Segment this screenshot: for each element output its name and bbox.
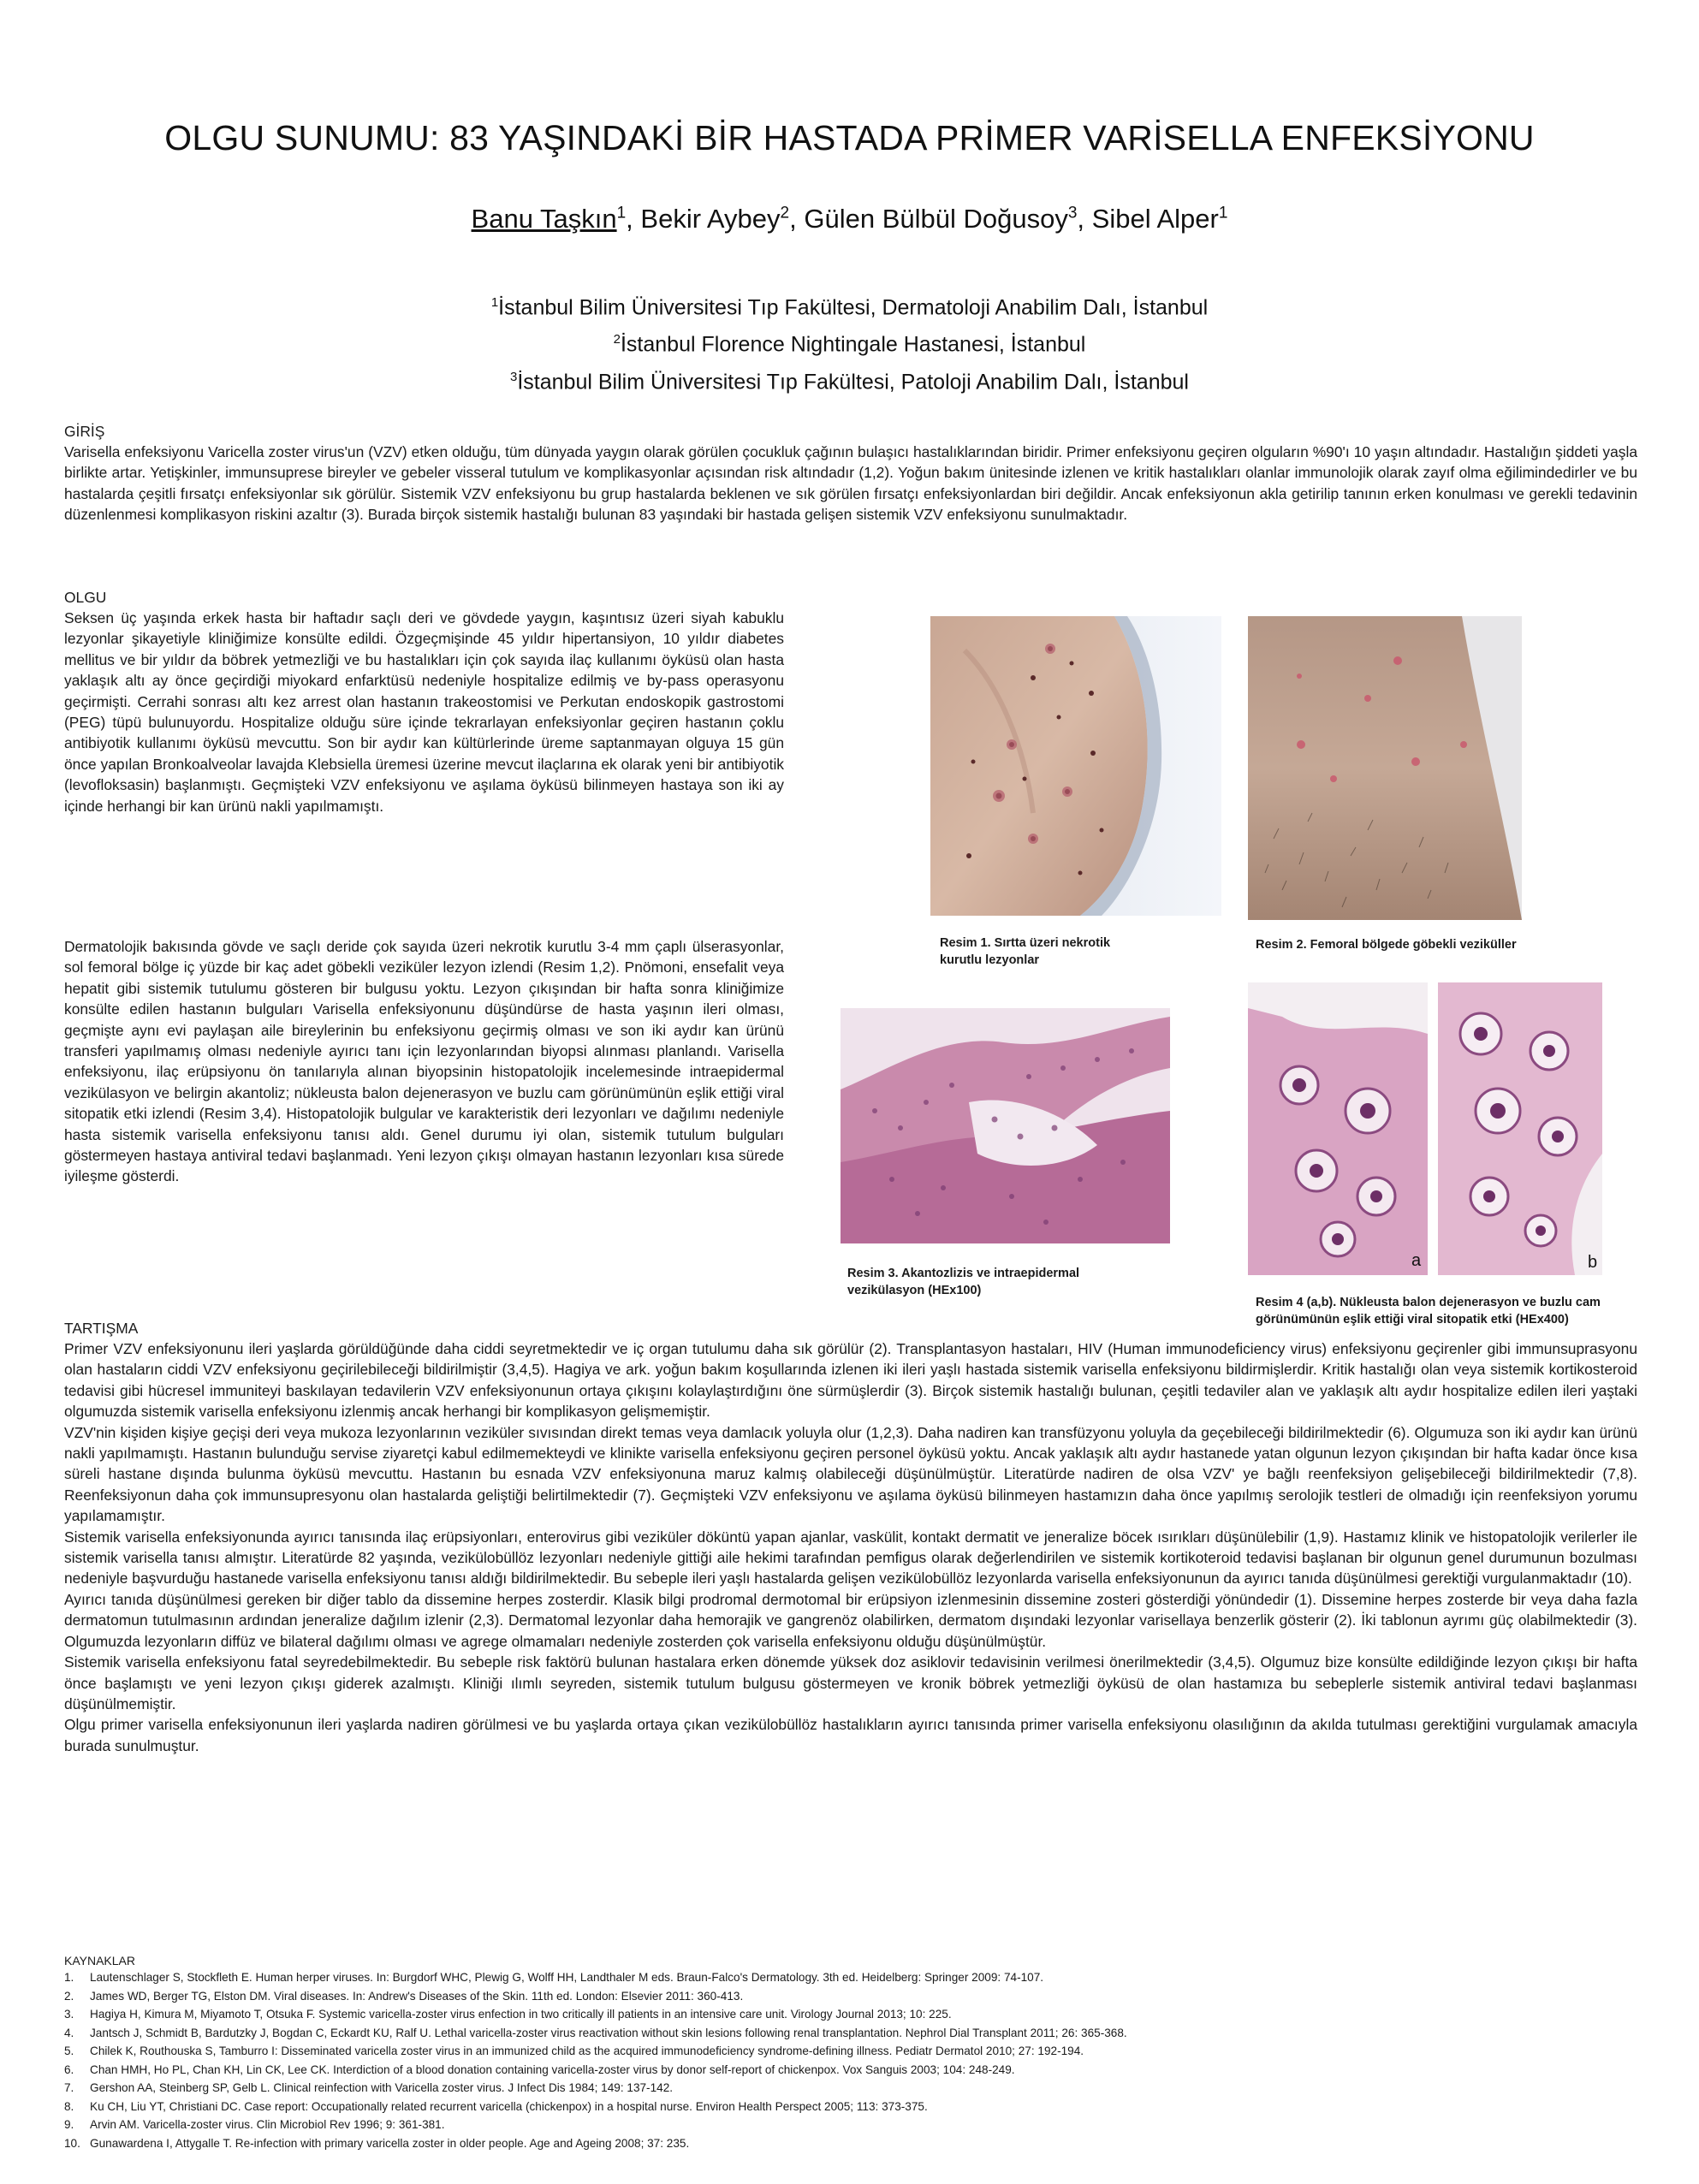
reference-item: 1. Lautenschlager S, Stockfleth E. Human herper viruses. In: Burgdorf WHC, Plewig G, Wolff HH, Landthaler M eds. Braun-Falco's Dermatology. 3th ed. Heidelberg: Springer 2009: 74-107.	[64, 1971, 1044, 1984]
figure-2-caption: Resim 2. Femoral bölgede göbekli veziküller	[1256, 938, 1517, 952]
reference-item: 8. Ku CH, Liu YT, Christiani DC. Case report: Occupationally related recurrent varicella (chickenpox) in a hospital nurse. Environ Health Perspect 2005; 113: 373-375.	[64, 2099, 928, 2113]
author-name: Banu Taşkın	[471, 204, 617, 234]
affiliation-line	[0, 287, 1699, 323]
affiliation-number: 3	[510, 369, 518, 384]
poster-title: OLGU SUNUMU: 83 YAŞINDAKİ BİR HASTADA PRİMER VARİSELLA ENFEKSİYONU	[164, 118, 1535, 157]
author-affiliation-number: 3	[1067, 204, 1078, 223]
affiliation-text: İstanbul Bilim Üniversitesi Tıp Fakültesi, Patoloji Anabilim Dalı, İstanbul	[517, 369, 1189, 394]
figure-4a-micrograph	[1248, 982, 1428, 1275]
tartisma-paragraph: Primer VZV enfeksiyonunu ileri yaşlarda görüldüğünde daha ciddi seyretmektedir ve iç organ tutulumu daha sık görülür (2). Transplantasyon hastaları, HIV (Human immunodeficiency virus) enfeksiyonu geçirenler gibi immunsuprasyonu olan hastaların ciddi VZV enfeksiyonu geçirilebileceği bildirilmiştir (3,4,5). Hagiya ve ark. yoğun bakım koşullarında izlenen iki ileri yaşlı hastada sistemik varisella enfeksiyonu bildirmişlerdir. Kritik hastalığı olan veya sistemik kortikosteroid tedavisi gibi hücresel immuniteyi baskılayan tedavilerin VZV enfeksiyonunun ortaya çıkışını kolaylaştırdığını öne sürmüşlerdir (3). Birçok sistemik hastalığı bulunan, çeşitli tedaviler alan ve yaklaşık altı aydır hospitalize edilen ileri yaştaki olgumuzda sistemik varisella enfeksiyonu izlenmiş ancak herhangi bir komplikasyon gelişmemiştir.	[64, 1340, 1637, 1421]
reference-item: 4. Jantsch J, Schmidt B, Bardutzky J, Bogdan C, Eckardt KU, Ralf U. Lethal varicella-zoster virus reactivation without skin lesions following renal transplantation. Nephrol Dial Transplant 2011; 26: 365-368.	[64, 2026, 1127, 2039]
figure-1-photo	[930, 616, 1221, 916]
tartisma-paragraph: Sistemik varisella enfeksiyonunda ayırıcı tanısında ilaç erüpsiyonları, enterovirus gibi veziküler döküntü yapan ajanlar, vaskülit, kontakt dermatit ve jeneralize böcek ısırıkları düşünülebilir (1,9). Hastamız klinik ve histopatolojik verilerler ile sistemik varisella tanısı almıştır. Literatürde 82 yaşında, vezikülobüllöz lezyonları nedeniyle gittiği aile hekimi tarafından pemfigus olarak değerlendirilen ve sistemik kortikoteroid tedavisi başlanan bir olgunun genel durumunun bozulması nedeniyle başvurduğu hastanede varisella enfeksiyonu tanısı aldığı bildirilmektedir. Bu sebeple ileri yaşlı hastalarda gelişen vezikülobüllöz lezyonlarda varisella enfeksiyonunun da ayırıcı tanıda düşünülmesi gerektiği vurgulanmaktadır (10).	[64, 1528, 1637, 1588]
section-text-tartisma	[64, 1338, 1637, 1756]
reference-item: 7. Gershon AA, Steinberg SP, Gelb L. Clinical reinfection with Varicella zoster virus. J Infect Dis 1984; 149: 137-142.	[64, 2081, 674, 2094]
author-list: Banu Taşkın$^1$, Bekir Aybey$^2$, Gülen Bülbül Doğusoy$^3$, Sibel Alper$^1$	[471, 204, 1228, 234]
author-name: Gülen Bülbül Doğusoy	[804, 204, 1068, 234]
section-heading-giris: GİRİŞ	[64, 423, 105, 440]
affiliation-list	[0, 287, 1699, 398]
figure-4b-micrograph	[1438, 982, 1602, 1275]
figure-4b-label: b	[1588, 1253, 1598, 1272]
affiliation-line	[0, 361, 1699, 398]
figure-1-caption: Resim 1. Sırtta üzeri nekrotik kurutlu lezyonlar	[940, 936, 1111, 967]
section-text-olgu-paragraph-1: Seksen üç yaşında erkek hasta bir haftadır saçlı deri ve gövdede yaygın, kaşıntısız üzeri siyah kabuklu lezyonlar şikayetiyle kliniğimize konsülte edildi. Özgeçmişinde 45 yıldır hipertansiyon, 10 yıldır diabetes mellitus ve bir yıldır da böbrek yetmezliği ve bu hastalıkları için çok sayıda ilaç kullanımı öyküsü olan hasta yaklaşık altı ay önce geçirdiği miyokard enfarktüsü nedeniyle hospitalize edilmiş ve by-pass operasyonu geçirmişti. Cerrahi sonrası altı kez arrest olan hastanın trakeostomisi ve Perkutan endoskopik gastrostomi (PEG) tüpü bulunuyordu. Hospitalize olduğu süre içinde tekrarlayan enfeksiyonlar geçiren hastanın çoklu antibiyotik kullanımı öyküsü mevcuttu. Son bir aydır kan kültürlerinde üreme saptanmayan olguya 15 gün önce yapılan Bronkoalveolar lavajda Klebsiella üremesi üzerine mevcut ilaçlarına ek olarak yeni bir antibiyotik (levofloksasin) başlanmıştı. Geçmişteki VZV enfeksiyonu ve aşılama öyküsü bilinmeyen hastaya son iki ay içinde herhangi bir kan ürünü nakli yapılmamıştı.	[64, 609, 784, 815]
author-name: Sibel Alper	[1091, 204, 1219, 234]
reference-item: 5. Chilek K, Routhouska S, Tamburro I: Disseminated varicella zoster virus in an immunized child as the acquired immunodeficiency syndrome-defining illness. Pediatr Dermatol 2010; 27: 192-194.	[64, 2045, 1084, 2057]
tartisma-paragraph: Ayırıcı tanıda düşünülmesi gereken bir diğer tablo da dissemine herpes zosterdir. Klasik bilgi prodromal dermotomal bir erüpsiyon izlenmesinin dissemine zosteri gösterdiği yönündedir (1). Dissemine herpes zosterde bir veya daha fazla dermatomun tutulmasının ardından jeneralize dağılım izlenir (2,3). Dermatomal lezyonlar daha hemorajik ve gangrenöz olabilirken, dermatom dışındaki lezyonlar varisellaya benzerlik gösterir (2). İki tablonun ayrımı güç olabilmektedir (3). Olgumuzda lezyonların diffüz ve bilateral dağılımı olması ve agrege olmamaları nedeniyle zosterden çok varisella enfeksiyonu olduğu düşünülmüştür.	[64, 1590, 1637, 1650]
figure-3-micrograph	[841, 1008, 1170, 1243]
affiliation-text: İstanbul Florence Nightingale Hastanesi, İstanbul	[620, 332, 1086, 357]
affiliation-number: 1	[490, 295, 499, 310]
section-heading-olgu: OLGU	[64, 589, 107, 606]
tartisma-paragraph: Olgu primer varisella enfeksiyonunun ileri yaşlarda nadiren görülmesi ve bu yaşlarda ortaya çıkan vezikülobüllöz hastalıkların ayırıcı tanısında primer varisella enfeksiyonu olasılığının da akılda tutulması gerektiğini vurgulamak amacıyla burada sunulmuştur.	[64, 1716, 1637, 1754]
author-name: Bekir Aybey	[640, 204, 781, 234]
affiliation-text: İstanbul Bilim Üniversitesi Tıp Fakültesi, Dermatoloji Anabilim Dalı, İstanbul	[498, 295, 1209, 320]
author-affiliation-number: 1	[1218, 204, 1228, 223]
author-affiliation-number: 1	[616, 204, 627, 223]
affiliation-number: 2	[613, 332, 621, 347]
reference-item: 9. Arvin AM. Varicella-zoster virus. Clin Microbiol Rev 1996; 9: 361-381.	[64, 2118, 445, 2131]
reference-list	[64, 1968, 1637, 2152]
reference-item: 3. Hagiya H, Kimura M, Miyamoto T, Otsuka F. Systemic varicella-zoster virus enfection in two critically ill patients in an intensive care unit. Virology Journal 2013; 10: 225.	[64, 2008, 952, 2021]
section-text-olgu-paragraph-2: Dermatolojik bakısında gövde ve saçlı deride çok sayıda üzeri nekrotik kurutlu 3-4 mm çaplı ülserasyonlar, sol femoral bölge iç yüzde bir kaç adet göbekli veziküler lezyon izlendi (Resim 1,2). Pnömoni, ensefalit veya hepatit gibi sistemik tutulumu gösteren bir bulgusu yoktu. Lezyon çıkışından bir hafta sonra kliniğimize konsülte edilen hastanın bulguları Varisella enfeksiyonunu düşündürse de hasta yaşının ileri olması, geçmişte aynı evi paylaşan aile bireylerinin bu enfeksiyonu geçirmiş olması ve son iki aydır kan ürünü transferi yapılmamış olması nedeniyle ayırıcı tanı için lezyonlarından biyopsi alınması planlandı. Varisella enfeksiyonu, ilaç erüpsiyonu ön tanılarıyla alınan biyopsinin histopatolojik incelemesinde intraepidermal vezikülasyon ve belirgin akantoliz; nükleusta balon dejenerasyon ve buzlu cam görünümünün eşlik ettiği viral sitopatik etki izlendi (Resim 3,4). Histopatolojik bulgular ve karakteristik deri lezyonları ve dağılımı nedeniyle hasta sistemik varisella enfeksiyonu tanısı aldı. Genel durumu iyi olan, sistemik tutulum bulguları göstermeyen hastaya antiviral tedavi başlanmadı. Yeni lezyon çıkışı olmayan hastanın lezyonları kısa sürede iyileşme gösterdi.	[64, 938, 784, 1185]
section-heading-kaynaklar: KAYNAKLAR	[64, 1954, 135, 1967]
figure-3-caption: Resim 3. Akantozlizis ve intraepidermal vezikülasyon (HEx100)	[847, 1267, 1080, 1297]
figure-4a-label: a	[1411, 1251, 1422, 1270]
section-text-giris: Varisella enfeksiyonu Varicella zoster virus'un (VZV) etken olduğu, tüm dünyada yaygın olarak görülen çocukluk çağının bulaşıcı hastalıklarından biridir. Primer enfeksiyonu geçiren olguların %90'ı 10 yaşın altındadır. Hastalığın şiddeti yaşla birlikte artar. Yetişkinler, immunsuprese bireyler ve gebeler visseral tutulum ve komplikasyonlar açısından risk altındadır (1,2). Yoğun bakım ünitesinde izlenen ve kritik hastalıkları olanlar immunolojik olarak zayıf olma eğilimindedirler ve bu hastalarda çeşitli fırsatçı enfeksiyonlar sık görülür. Sistemik VZV enfeksiyonu bu grup hastalarda beklenen ve sık görülen fırsatçı enfeksiyonlardan biri değildir. Ancak enfeksiyonun akla getirilip tanının erken konulması ve gerekli tedavinin düzenlenmesi komplikasyon riskini azaltır (3). Burada birçok sistemik hastalığı bulunan 83 yaşındaki bir hastada gelişen sistemik VZV enfeksiyonu sunulmaktadır.	[64, 443, 1637, 524]
affiliation-line	[0, 323, 1699, 360]
section-heading-tartisma: TARTIŞMA	[64, 1320, 139, 1337]
tartisma-paragraph: Sistemik varisella enfeksiyonu fatal seyredebilmektedir. Bu sebeple risk faktörü bulunan hastalara erken dönemde yüksek doz asiklovir tedavisinin verilmesi önerilmektedir (3,4,5). Olgumuz bize konsülte edildiğinde lezyon çıkışı bir hafta önce başlamıştı ve yeni lezyon çıkışı giderek azalmıştı. Kliniği ılımlı seyreden, sistemik tutulum bulgusu göstermeyen ve kronik böbrek yetmezliği öyküsü de olan hastamıza bu sebeplerle sistemik antiviral tedavi başlanması düşünülmemiştir.	[64, 1653, 1637, 1712]
figure-2-photo	[1248, 616, 1522, 920]
figure-4-caption: Resim 4 (a,b). Nükleusta balon dejenerasyon ve buzlu cam görünümünün eşlik ettiği viral sitopatik etki (HEx400)	[1256, 1296, 1601, 1326]
reference-item: 6. Chan HMH, Ho PL, Chan KH, Lin CK, Lee CK. Interdiction of a blood donation containing varicella-zoster virus by donor self-report of chickenpox. Vox Sanguis 2003; 104: 248-249.	[64, 2062, 1015, 2076]
author-affiliation-number: 2	[780, 204, 790, 223]
tartisma-paragraph: VZV'nin kişiden kişiye geçişi deri veya mukoza lezyonlarının veziküler sıvısından direkt temas veya damlacık yoluyla olur (1,2,3). Daha nadiren kan transfüzyonu yoluyla da geçebileceği bildirilmektedir (6). Olgumuza son iki aydır kan ürünü nakli yapılmamıştı. Hastanın bulunduğu servise ziyaretçi kabul edilmemekteydi ve klinikte varisella enfeksiyonu geçiren personel öyküsü yoktu. Ancak yaklaşık altı aydır hastanede yatan olgunun lezyon çıkışından bir hafta kadar önce kısa süreli hastane dışında bulunma öyküsü mevcuttu. Hastanın bu esnada VZV enfeksiyonuna maruz kalmış olabileceği düşünülmüştür. Literatürde nadiren de olsa VZV' ye bağlı reenfeksiyon gelişebileceği bildirilmektedir (7,8). Reenfeksiyonun daha çok immunsupresyonu olan hastalarda geliştiği belirtilmektedir (7). Geçmişteki VZV enfeksiyonu ve aşılama öyküsü bilinmeyen hastamızın daha önce yapılmış serolojik testleri de olmadığı için reenfeksiyon yorumu yapılamamıştır.	[64, 1423, 1637, 1525]
reference-item: 10. Gunawardena I, Attygalle T. Re-infection with primary varicella zoster in older people. Age and Ageing 2008; 37: 235.	[64, 2136, 690, 2150]
reference-item: 2. James WD, Berger TG, Elston DM. Viral diseases. In: Andrew's Diseases of the Skin. 11th ed. London: Elsevier 2011: 360-413.	[64, 1989, 744, 2003]
